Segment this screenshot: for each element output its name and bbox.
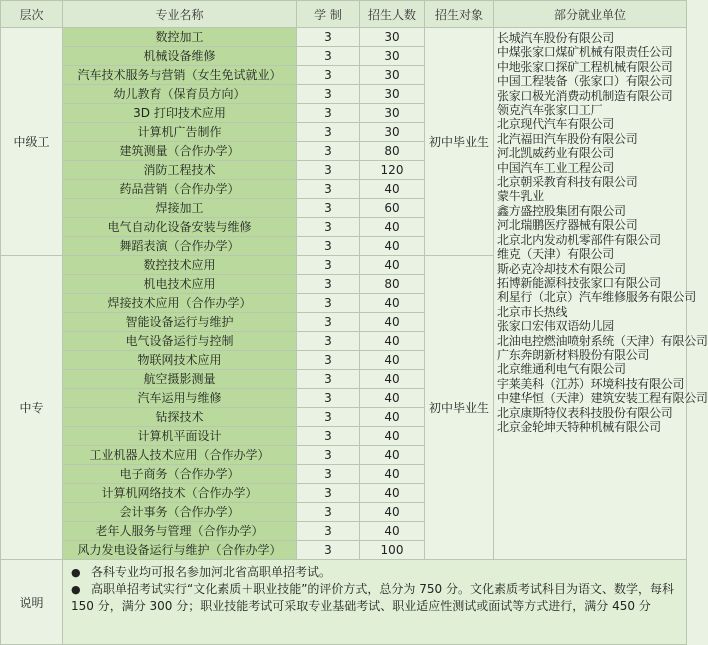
note-item: [71, 564, 680, 581]
employer-item: 张家口极光消费动机制造有限公司: [497, 88, 673, 103]
years-cell: 3: [297, 294, 360, 313]
enroll-cell: 40: [360, 332, 425, 351]
enroll-cell: 60: [360, 199, 425, 218]
target-cell: 初中毕业生: [425, 28, 494, 256]
major-cell: 数控加工: [63, 28, 297, 47]
enroll-cell: 40: [360, 370, 425, 389]
employer-item: 拓博新能源科技张家口有限公司: [497, 275, 661, 290]
employer-item: 鑫方盛控股集团有限公司: [497, 203, 626, 218]
bullet-icon: ●: [71, 566, 81, 579]
note-item-text: 高职单招考试实行“文化素质＋职业技能”的评价方式，总分为 750 分。文化素质考试科目为语文、数学，每科 150 分，满分 300 分；职业技能考试可采取专业基础考试、职业适应性测试或面试等方式进行，满分 450 分: [71, 582, 674, 613]
employer-item: 中国汽车工业工程公司: [497, 160, 615, 175]
years-cell: 3: [297, 28, 360, 47]
major-cell: 消防工程技术: [63, 161, 297, 180]
enroll-cell: 30: [360, 85, 425, 104]
note-item-text: 各科专业均可报名参加河北省高职单招考试。: [91, 565, 332, 579]
note-label: 说明: [1, 560, 63, 645]
major-cell: 计算机网络技术（合作办学）: [63, 484, 297, 503]
employer-item: 北京金轮坤天特种机械有限公司: [497, 419, 661, 434]
major-cell: 机械设备维修: [63, 47, 297, 66]
enroll-cell: 40: [360, 522, 425, 541]
years-cell: 3: [297, 218, 360, 237]
years-cell: 3: [297, 237, 360, 256]
years-cell: 3: [297, 66, 360, 85]
major-cell: 钻探技术: [63, 408, 297, 427]
years-cell: 3: [297, 275, 360, 294]
level-cell: 中专: [1, 256, 63, 560]
header-enroll: 招生人数: [360, 1, 425, 28]
employer-item: 北京现代汽车有限公司: [497, 117, 615, 132]
enroll-cell: 40: [360, 294, 425, 313]
major-cell: 数控技术应用: [63, 256, 297, 275]
major-cell: 计算机平面设计: [63, 427, 297, 446]
major-cell: 焊接加工: [63, 199, 297, 218]
major-cell: 舞蹈表演（合作办学）: [63, 237, 297, 256]
enroll-cell: 100: [360, 541, 425, 560]
employer-item: 中地张家口探矿工程机械有限公司: [497, 59, 673, 74]
major-cell: 智能设备运行与维护: [63, 313, 297, 332]
enroll-cell: 40: [360, 446, 425, 465]
level-cell: 中级工: [1, 28, 63, 256]
major-cell: 汽车运用与维修: [63, 389, 297, 408]
employer-item: 河北瑞鹏医疗器械有限公司: [497, 218, 638, 233]
years-cell: 3: [297, 256, 360, 275]
employer-item: 张家口宏伟双语幼儿园: [497, 319, 615, 334]
years-cell: 3: [297, 104, 360, 123]
header-row: [1, 1, 687, 28]
enroll-cell: 40: [360, 256, 425, 275]
years-cell: 3: [297, 85, 360, 104]
major-cell: 电气设备运行与控制: [63, 332, 297, 351]
enroll-cell: 40: [360, 503, 425, 522]
header-employers: 部分就业单位: [494, 1, 687, 28]
years-cell: 3: [297, 408, 360, 427]
target-cell: 初中毕业生: [425, 256, 494, 560]
major-cell: 会计事务（合作办学）: [63, 503, 297, 522]
employer-item: 北京市长热线: [497, 304, 568, 319]
years-cell: 3: [297, 389, 360, 408]
enroll-cell: 40: [360, 389, 425, 408]
note-body: [63, 560, 687, 645]
years-cell: 3: [297, 313, 360, 332]
header-years: 学 制: [297, 1, 360, 28]
years-cell: 3: [297, 370, 360, 389]
major-cell: 电气自动化设备安装与维修: [63, 218, 297, 237]
years-cell: 3: [297, 465, 360, 484]
header-target: 招生对象: [425, 1, 494, 28]
enroll-cell: 40: [360, 408, 425, 427]
enroll-cell: 40: [360, 218, 425, 237]
enroll-cell: 40: [360, 465, 425, 484]
employer-item: 中建华恒（天津）建筑安装工程有限公司: [497, 391, 708, 406]
major-cell: 工业机器人技术应用（合作办学）: [63, 446, 297, 465]
employer-item: 广东奔朗新材料股份有限公司: [497, 347, 650, 362]
bullet-icon: ●: [71, 583, 81, 596]
employer-item: 北京朝采教育科技有限公司: [497, 175, 638, 190]
enroll-cell: 120: [360, 161, 425, 180]
employer-item: 河北凯威药业有限公司: [497, 146, 615, 161]
employer-item: 北京康斯特仪表科技股份有限公司: [497, 405, 673, 420]
employer-item: 北油电控燃油喷射系统（天津）有限公司: [497, 333, 708, 348]
years-cell: 3: [297, 522, 360, 541]
employer-item: 利星行（北京）汽车维修服务有限公司: [497, 290, 696, 305]
enroll-cell: 40: [360, 237, 425, 256]
years-cell: 3: [297, 47, 360, 66]
major-cell: 3D 打印技术应用: [63, 104, 297, 123]
major-cell: 物联网技术应用: [63, 351, 297, 370]
major-cell: 计算机广告制作: [63, 123, 297, 142]
years-cell: 3: [297, 123, 360, 142]
years-cell: 3: [297, 484, 360, 503]
enroll-cell: 30: [360, 123, 425, 142]
enroll-cell: 40: [360, 427, 425, 446]
major-cell: 风力发电设备运行与维护（合作办学）: [63, 541, 297, 560]
note-row: [1, 560, 687, 645]
major-cell: 药品营销（合作办学）: [63, 180, 297, 199]
table-body: [1, 28, 708, 560]
major-cell: 焊接技术应用（合作办学）: [63, 294, 297, 313]
major-cell: 电子商务（合作办学）: [63, 465, 297, 484]
employer-item: 维克（天津）有限公司: [497, 247, 615, 262]
major-cell: 汽车技术服务与营销（女生免试就业）: [63, 66, 297, 85]
employer-item: 领克汽车张家口工厂: [497, 103, 603, 118]
years-cell: 3: [297, 541, 360, 560]
enroll-cell: 80: [360, 275, 425, 294]
years-cell: 3: [297, 446, 360, 465]
header-level: 层次: [1, 1, 63, 28]
enroll-cell: 30: [360, 47, 425, 66]
employer-item: 斯必克冷却技术有限公司: [497, 261, 626, 276]
major-cell: 幼儿教育（保育员方向）: [63, 85, 297, 104]
employer-item: 长城汽车股份有限公司: [497, 31, 615, 45]
major-cell: 建筑测量（合作办学）: [63, 142, 297, 161]
years-cell: 3: [297, 427, 360, 446]
enroll-cell: 40: [360, 351, 425, 370]
enroll-cell: 40: [360, 313, 425, 332]
years-cell: 3: [297, 332, 360, 351]
employer-item: 宇莱美科（江苏）环境科技有限公司: [497, 376, 685, 391]
years-cell: 3: [297, 503, 360, 522]
table-row: [1, 28, 687, 47]
header-major: 专业名称: [63, 1, 297, 28]
employer-item: 中煤张家口煤矿机械有限责任公司: [497, 45, 673, 60]
years-cell: 3: [297, 351, 360, 370]
note-item: [71, 581, 680, 615]
employer-item: 北京北内发动机零部件有限公司: [497, 232, 661, 247]
enroll-cell: 30: [360, 66, 425, 85]
major-cell: 机电技术应用: [63, 275, 297, 294]
major-cell: 老年人服务与管理（合作办学）: [63, 522, 297, 541]
years-cell: 3: [297, 180, 360, 199]
enroll-cell: 40: [360, 180, 425, 199]
employer-item: 北汽福田汽车股份有限公司: [497, 131, 638, 146]
major-cell: 航空摄影测量: [63, 370, 297, 389]
enroll-cell: 40: [360, 484, 425, 503]
employer-item: 中国工程装备（张家口）有限公司: [497, 74, 673, 89]
years-cell: 3: [297, 199, 360, 218]
enroll-cell: 30: [360, 28, 425, 47]
employer-item: 北京维通利电气有限公司: [497, 362, 626, 377]
years-cell: 3: [297, 161, 360, 180]
employers-cell: [494, 28, 708, 560]
enroll-cell: 30: [360, 104, 425, 123]
enroll-cell: 80: [360, 142, 425, 161]
employer-item: 蒙牛乳业: [497, 189, 544, 204]
years-cell: 3: [297, 142, 360, 161]
